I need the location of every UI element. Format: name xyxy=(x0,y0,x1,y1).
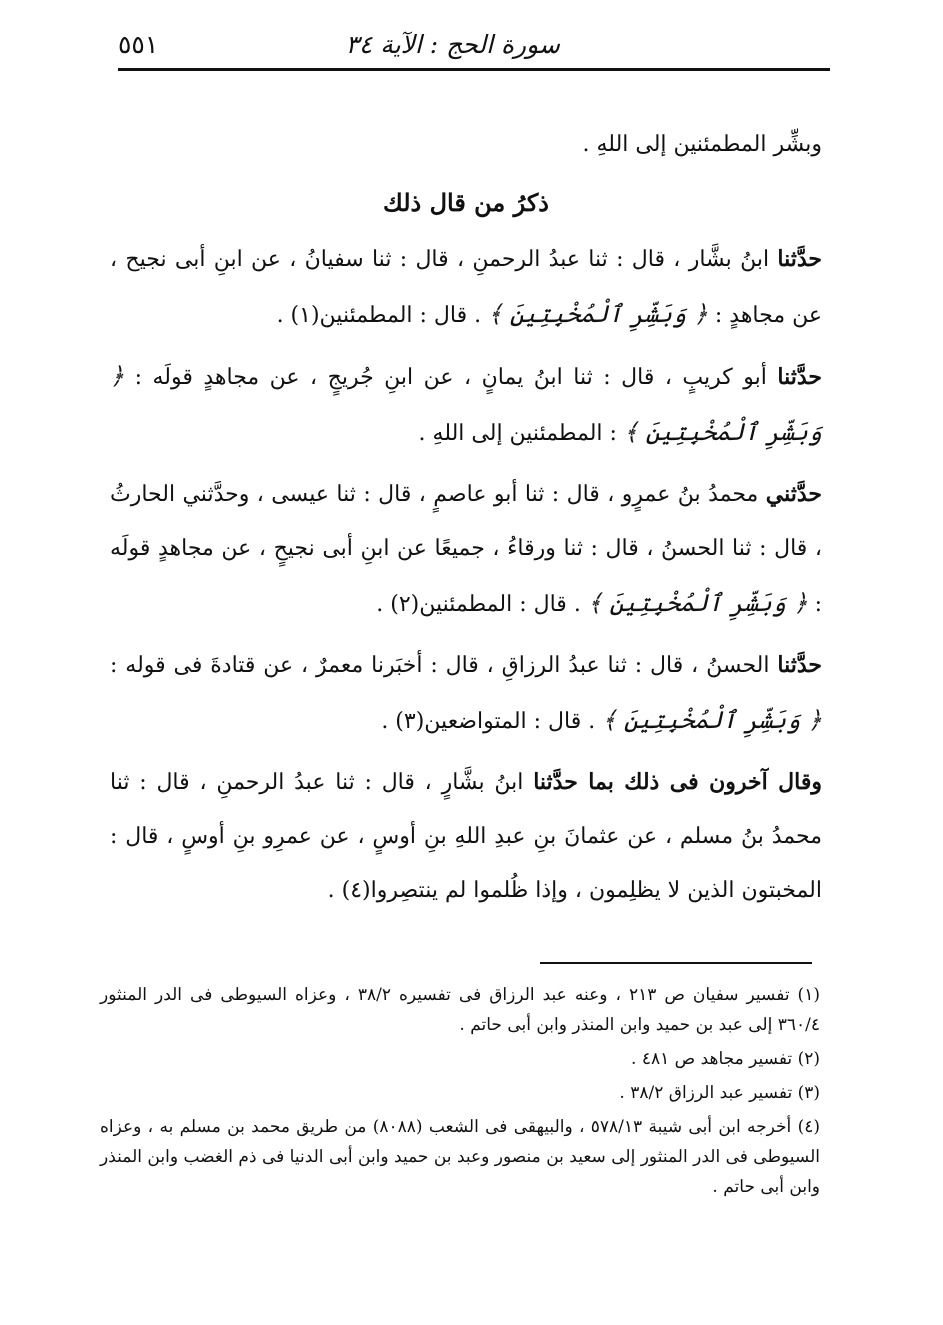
opening-line: وبشِّر المطمئنين إلى اللهِ . xyxy=(582,132,822,157)
footnote-1: (١) تفسير سفيان ص ٢١٣ ، وعنه عبد الرزاق فى تفسيره ٣٨/٢ ، وعزاه السيوطى فى الدر المنثور ٣٦٠/٤ إلى عبد بن حميد وابن المنذر وابن أبى حاتم . xyxy=(100,985,820,1035)
footnote-separator xyxy=(540,962,812,964)
quran-quote: ﴿ وَبَشِّرِ ٱلْمُخْبِتِينَ ﴾ xyxy=(488,300,708,328)
footnote-3: (٣) تفسير عبد الرزاق ٣٨/٢ . xyxy=(619,1083,820,1103)
hadith-paragraph-3 xyxy=(110,467,822,632)
paragraph-lead: حدَّثني xyxy=(765,481,822,507)
paragraph-tail: . قال : المطمئنين(١) . xyxy=(276,303,482,328)
quran-quote: ﴿ وَبَشِّرِ ٱلْمُخْبِتِينَ ﴾ xyxy=(602,706,822,734)
quran-quote: ﴿ وَبَشِّرِ ٱلْمُخْبِتِينَ ﴾ xyxy=(110,362,822,446)
paragraph-text: محمدُ بنُ عمرٍو ، قال : ثنا أبو عاصمٍ ، قال : ثنا عيسى ، وحدَّثني الحارثُ ، قال : ثنا الحسنُ ، قال : ثنا ورقاءُ ، جميعًا عن ابنِ أبى نجيحٍ ، عن مجاهدٍ قولَه : xyxy=(110,482,822,617)
paragraph-tail: : المطمئنين إلى اللهِ . xyxy=(418,421,617,446)
paragraph-text: ابنُ بشَّار ، قال : ثنا عبدُ الرحمنِ ، قال : ثنا سفيانُ ، عن ابنِ أبى نجيح ، عن مجاهدٍ : xyxy=(110,247,822,328)
paragraph-lead: حدَّثنا xyxy=(777,652,822,678)
section-heading: ذكرُ من قال ذلك xyxy=(383,188,549,217)
hadith-paragraph-1 xyxy=(110,232,822,343)
hadith-paragraph-2 xyxy=(110,349,822,461)
main-text xyxy=(110,118,822,924)
paragraph-tail: . قال : المطمئنين(٢) . xyxy=(376,592,581,617)
quran-quote: ﴿ وَبَشِّرِ ٱلْمُخْبِتِينَ ﴾ xyxy=(587,589,808,617)
paragraph-text: ابنُ بشَّارٍ ، قال : ثنا عبدُ الرحمنِ ، قال : ثنا محمدُ بنُ مسلم ، عن عثمانَ بنِ عبدِ اللهِ بنِ أوسٍ ، عن عمرِو بنِ أوسٍ ، قال : المخبتون الذين لا يظلِمون ، وإذا ظُلموا لم ينتصِروا(٤) . xyxy=(110,770,822,903)
paragraph-lead: حدَّثنا xyxy=(777,364,822,390)
hadith-paragraph-5 xyxy=(110,755,822,918)
page-header xyxy=(118,22,830,68)
footnotes xyxy=(100,980,820,1206)
paragraph-lead: حدَّثنا xyxy=(777,246,822,272)
paragraph-lead: وقال آخرون فى ذلك بما حدَّثنا xyxy=(533,769,822,795)
header-rule xyxy=(118,68,830,71)
paragraph-text: الحسنُ ، قال : ثنا عبدُ الرزاقِ ، قال : أخبَرنا معمرٌ ، عن قتادةَ فى قوله : xyxy=(110,653,770,678)
running-title: سورة الحج : الآية ٣٤ xyxy=(345,30,560,59)
page-number: ٥٥١ xyxy=(118,30,159,59)
footnote-4: (٤) أخرجه ابن أبى شيبة ٥٧٨/١٣ ، والبيهقى فى الشعب (٨٠٨٨) من طريق محمد بن مسلم به ، وعزاه السيوطى فى الدر المنثور إلى سعيد بن منصور وعبد بن حميد وابن أبى الدنيا فى ذم الغضب وابن المنذر وابن أبى حاتم . xyxy=(100,1117,820,1197)
hadith-paragraph-4 xyxy=(110,638,822,749)
paragraph-text: أبو كريبٍ ، قال : ثنا ابنُ يمانٍ ، عن ابنِ جُريجٍ ، عن مجاهدٍ قولَه : xyxy=(134,365,767,390)
paragraph-tail: . قال : المتواضعين(٣) . xyxy=(381,709,596,734)
footnote-2: (٢) تفسير مجاهد ص ٤٨١ . xyxy=(631,1049,820,1069)
